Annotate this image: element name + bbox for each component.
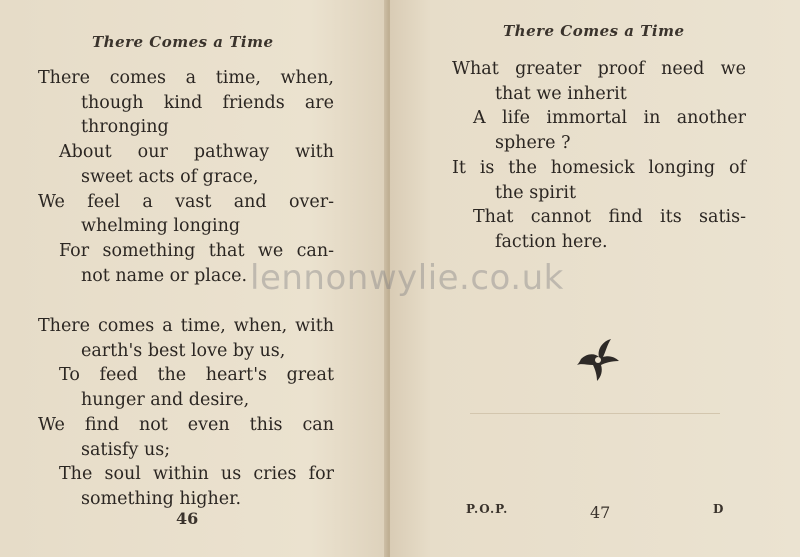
poem-stanza-3	[452, 57, 746, 255]
fleuron-icon	[573, 333, 623, 383]
poem-line: not name or place.	[81, 265, 248, 286]
page-crease	[470, 413, 720, 414]
poem-line: The soul within us cries for	[59, 464, 334, 485]
poem-line: whelming longing	[81, 216, 241, 237]
poem-line: the spirit	[495, 182, 576, 203]
poem-stanza-2	[38, 314, 334, 512]
poem-line: It is the homesick longing of	[452, 157, 746, 178]
poem-line: There comes a time, when,	[38, 68, 334, 88]
poem-stanza-1	[38, 66, 334, 288]
poem-line: That cannot find its satis-	[473, 207, 746, 228]
poem-line: We feel a vast and over-	[38, 191, 334, 212]
left-page-number: 46	[176, 509, 199, 528]
right-page-number: 47	[590, 503, 611, 522]
poem-line: We find not even this can	[38, 414, 334, 435]
left-running-head: There Comes a Time	[92, 33, 274, 51]
poem-line: hunger and desire,	[81, 390, 250, 411]
poem-line: sphere ?	[495, 133, 571, 154]
poem-line: For something that we can-	[59, 240, 334, 261]
right-running-head: There Comes a Time	[503, 22, 685, 40]
poem-line: something higher.	[81, 488, 242, 509]
poem-line: faction here.	[495, 231, 608, 252]
poem-line: About our pathway with	[59, 142, 334, 163]
poem-line: satisfy us;	[81, 439, 171, 460]
poem-line: To feed the heart's great	[59, 365, 334, 386]
signature-mark: P.O.P.	[466, 502, 509, 516]
poem-line: earth's best love by us,	[81, 340, 286, 361]
poem-line: What greater proof need we	[452, 59, 746, 79]
watermark: lennonwylie.co.uk	[250, 258, 564, 298]
poem-line: There comes a time, when, with	[38, 316, 334, 336]
poem-line: though kind friends are	[81, 92, 334, 113]
poem-line: that we inherit	[495, 83, 627, 104]
gathering-letter: D	[713, 502, 725, 516]
poem-line: A life immortal in another	[473, 108, 746, 129]
poem-line: sweet acts of grace,	[81, 166, 259, 187]
poem-line: thronging	[81, 117, 169, 138]
